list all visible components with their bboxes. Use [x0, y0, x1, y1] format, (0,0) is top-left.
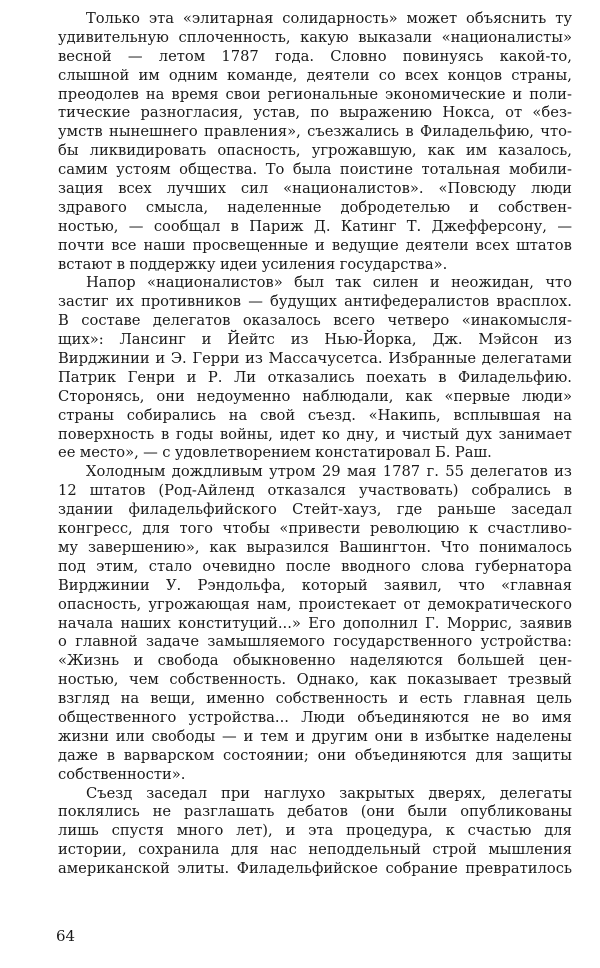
text-line: поклялись не разглашать дебатов (они были опубликованы — [58, 803, 572, 821]
text-line: В составе делегатов оказалось всего четверо «инакомысля- — [58, 312, 572, 330]
text-line: умств нынешнего правления», съезжались в Филадельфию, что- — [58, 123, 572, 141]
text-line: здравого смысла, наделенные добродетелью и собствен- — [58, 198, 572, 216]
text-line: о главной задаче замышляемого государственного устройства: — [58, 633, 572, 651]
text-line: начала наших конституций...» Его дополнил Г. Моррис, заявив — [58, 614, 572, 632]
text-line: даже в варварском состоянии; они объединяются для защиты — [58, 746, 572, 764]
text-line: общественного устройства... Люди объединяются не во имя — [58, 708, 572, 726]
text-line: весной — летом 1787 года. Словно повинуясь какой-то, — [58, 47, 572, 65]
text-line: опасность, угрожающая нам, проистекает от демократического — [58, 595, 572, 613]
text-line: ее место», — с удовлетворением констатировал Б. Раш. — [58, 444, 492, 462]
text-line: взгляд на вещи, именно собственность и есть главная цель — [58, 690, 572, 708]
text-line: встают в поддержку идеи усиления государства». — [58, 255, 448, 273]
text-line: преодолев на время свои региональные экономические и поли- — [58, 85, 572, 103]
text-line: тические разногласия, устав, по выражению Нокса, от «без- — [58, 104, 572, 122]
text-line: ностью, — сообщал в Париж Д. Катинг Т. Джефферсону, — — [58, 217, 572, 235]
text-line: поверхность в годы войны, идет ко дну, и чистый дух занимает — [58, 425, 572, 443]
text-line: почти все наши просвещенные и ведущие деятели всех штатов — [58, 236, 572, 254]
text-line: американской элиты. Филадельфийское собрание превратилось — [58, 860, 572, 878]
text-line: Патрик Генри и Р. Ли отказались поехать в Филадельфию. — [58, 368, 572, 386]
text-line: самим устоям общества. То была поистине тотальная мобили- — [58, 161, 572, 179]
text-line: под этим, стало очевидно после вводного слова губернатора — [58, 557, 572, 575]
text-line: му завершению», как выразился Вашингтон. Что понималось — [58, 538, 572, 556]
text-line: Холодным дождливым утром 29 мая 1787 г. 55 делегатов из — [86, 463, 572, 481]
text-line: Напор «националистов» был так силен и неожидан, что — [86, 274, 572, 292]
text-line: лишь спустя много лет), и эта процедура, к счастью для — [58, 822, 572, 840]
text-line: конгресс, для того чтобы «привести революцию к счастливо- — [58, 520, 572, 538]
text-line: здании филадельфийского Стейт-хауз, где раньше заседал — [58, 501, 572, 519]
text-line: Съезд заседал при наглухо закрытых дверях, делегаты — [86, 784, 572, 802]
text-line: истории, сохранила для нас неподдельный строй мышления — [58, 841, 572, 859]
paragraph-3 — [58, 463, 572, 784]
page-body — [58, 10, 572, 879]
text-line: ностью, чем собственность. Однако, как показывает трезвый — [58, 671, 572, 689]
paragraph-4 — [58, 785, 572, 879]
paragraph-2 — [58, 274, 572, 463]
text-line: Вирджинии и Э. Герри из Массачусетса. Избранные делегатами — [58, 350, 572, 368]
text-line: бы ликвидировать опасность, угрожавшую, как им казалось, — [58, 142, 572, 160]
paragraph-1 — [58, 10, 572, 274]
text-line: щих»: Лансинг и Йейтс из Нью-Йорка, Дж. Мэйсон из — [58, 331, 572, 349]
text-line: зация всех лучших сил «националистов». «Повсюду люди — [58, 180, 572, 198]
text-line: Только эта «элитарная солидарность» может объяснить ту — [86, 10, 572, 27]
text-line: собственности». — [58, 765, 186, 783]
text-line: «Жизнь и свобода обыкновенно наделяются большей цен- — [58, 652, 572, 670]
text-line: жизни или свободы — и тем и другим они в избытке наделены — [58, 727, 572, 745]
text-line: Вирджинии У. Рэндольфа, который заявил, что «главная — [58, 576, 572, 594]
page-number: 64 — [56, 927, 76, 945]
text-line: 12 штатов (Род-Айленд отказался участвовать) собрались в — [58, 482, 572, 500]
text-line: страны собирались на свой съезд. «Накипь, всплывшая на — [58, 406, 572, 424]
text-line: застиг их противников — будущих антифедералистов врасплох. — [58, 293, 572, 311]
text-line: слышной им одним команде, деятели со всех концов страны, — [58, 66, 572, 84]
text-line: Сторонясь, они недоуменно наблюдали, как «первые люди» — [58, 387, 572, 405]
text-line: удивительную сплоченность, какую выказали «националисты» — [58, 28, 572, 46]
